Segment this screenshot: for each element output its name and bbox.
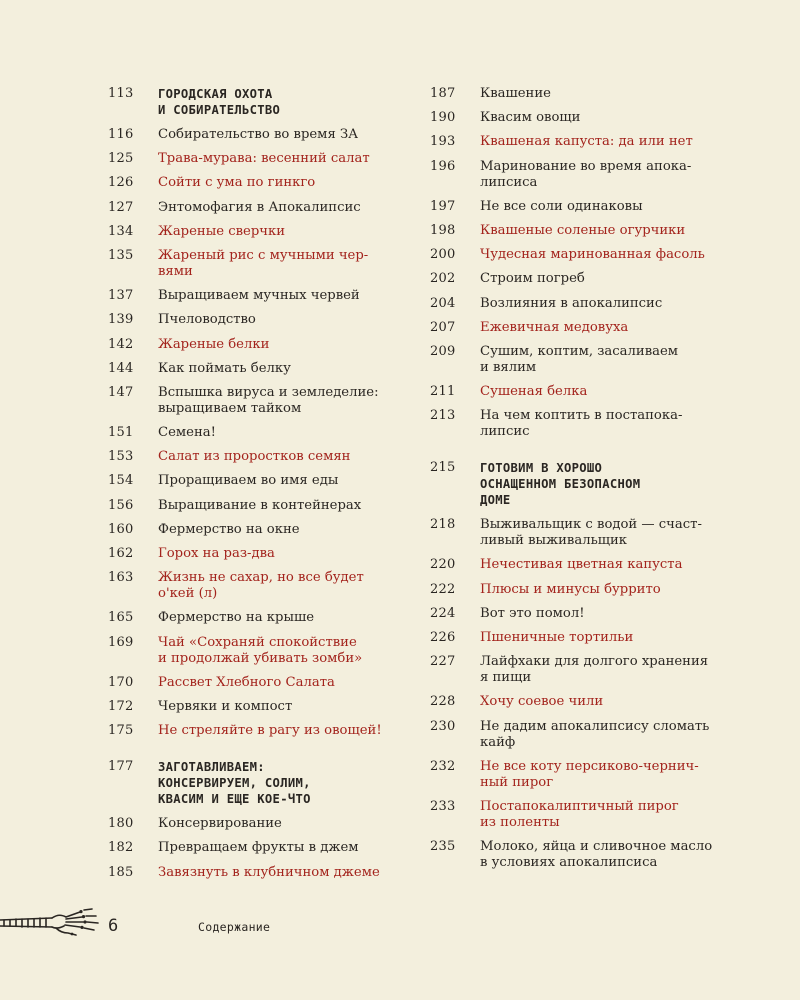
- toc-entry: [430, 344, 730, 376]
- toc-title: Плюсы и минусы буррито: [480, 581, 661, 597]
- toc-column-right: [430, 86, 730, 871]
- toc-entry: [108, 816, 398, 832]
- toc-page-number: 139: [108, 312, 134, 328]
- toc-page-number: 211: [430, 384, 456, 400]
- toc-page-number: 196: [430, 158, 456, 174]
- toc-entry: [108, 288, 398, 304]
- toc-page-number: 126: [108, 175, 134, 191]
- toc-entry: [430, 630, 730, 646]
- toc-page-number: 193: [430, 134, 456, 150]
- toc-entry: [430, 759, 730, 791]
- toc-entry: [430, 384, 730, 400]
- toc-title: ГОРОДСКАЯ ОХОТА И СОБИРАТЕЛЬСТВО: [158, 87, 281, 117]
- toc-page-number: 185: [108, 864, 134, 880]
- toc-title: Хочу соевое чили: [480, 694, 604, 710]
- toc-entry: [108, 175, 398, 191]
- toc-page-number: 232: [430, 758, 456, 774]
- toc-entry: [430, 134, 730, 150]
- toc-title: Завязнуть в клубничном джеме: [158, 864, 380, 880]
- toc-entry: [430, 654, 730, 686]
- toc-title: Энтомофагия в Апокалипсис: [158, 199, 361, 215]
- page-number: 6: [108, 916, 119, 936]
- toc-entry: [108, 522, 398, 538]
- toc-title: Чай «Сохраняй спокойствие и продолжай убивать зомби»: [158, 634, 363, 666]
- toc-entry: [108, 361, 398, 377]
- toc-entry: [430, 199, 730, 215]
- toc-entry: [430, 247, 730, 263]
- toc-title: Квашение: [480, 86, 551, 101]
- toc-title: Сушеная белка: [480, 384, 588, 400]
- toc-title: Вот это помол!: [480, 605, 585, 621]
- toc-entry: [430, 86, 730, 102]
- toc-entry: [430, 606, 730, 622]
- toc-entry: [430, 271, 730, 287]
- toc-title: Семена!: [158, 425, 216, 441]
- toc-entry: [108, 449, 398, 465]
- toc-page-number: 182: [108, 840, 134, 856]
- toc-page-number: 162: [108, 546, 134, 561]
- toc-entry: [430, 223, 730, 239]
- toc-page-number: 127: [108, 199, 134, 215]
- toc-title: Выращиваем мучных червей: [158, 288, 360, 304]
- toc-title: Жизнь не сахар, но все будет о'кей (л): [158, 570, 364, 602]
- toc-page-number: 163: [108, 570, 134, 586]
- toc-title: Жареный рис с мучными чер- вями: [158, 247, 369, 279]
- toc-entry: [108, 675, 398, 691]
- toc-title: Чудесная маринованная фасоль: [480, 247, 705, 263]
- toc-page-number: 142: [108, 336, 134, 352]
- toc-entry: [108, 699, 398, 715]
- toc-entry: [430, 320, 730, 336]
- toc-title: Жареные сверчки: [158, 223, 286, 239]
- toc-page-number: 134: [108, 223, 134, 239]
- toc-page-number: 197: [430, 198, 456, 214]
- toc-page-number: 215: [430, 460, 456, 476]
- toc-entry: [108, 312, 398, 328]
- toc-title: Нечестивая цветная капуста: [480, 557, 683, 573]
- toc-title: Рассвет Хлебного Салата: [158, 674, 335, 690]
- toc-title: Пшеничные тортильи: [480, 630, 634, 645]
- toc-title: ЗАГОТАВЛИВАЕМ: КОНСЕРВИРУЕМ, СОЛИМ, КВАСИМ И ЕЩЕ КОЕ-ЧТО: [158, 760, 311, 807]
- toc-entry: [430, 517, 730, 549]
- toc-entry: [108, 840, 398, 856]
- toc-title: Сушим, коптим, засаливаем и вялим: [480, 343, 679, 375]
- toc-entry: [108, 546, 398, 562]
- skeleton-hand-icon: [0, 908, 104, 938]
- toc-title: ГОТОВИМ В ХОРОШО ОСНАЩЕННОМ БЕЗОПАСНОМ ДОМЕ: [480, 461, 641, 508]
- toc-title: Вспышка вируса и земледелие: выращиваем тайком: [158, 384, 379, 416]
- toc-title: Червяки и компост: [158, 698, 293, 714]
- toc-page-number: 169: [108, 634, 134, 650]
- toc-title: Не стреляйте в рагу из овощей!: [158, 723, 382, 739]
- toc-entry: [108, 425, 398, 441]
- toc-title: Квашеная капуста: да или нет: [480, 134, 693, 150]
- toc-page-number: 116: [108, 127, 134, 142]
- toc-page-number: 165: [108, 610, 134, 626]
- toc-entry: [430, 557, 730, 573]
- toc-page-number: 125: [108, 151, 134, 167]
- toc-title: Трава-мурава: весенний салат: [158, 151, 370, 167]
- toc-entry: [108, 224, 398, 240]
- toc-page-number: 200: [430, 247, 456, 263]
- toc-page-number: 228: [430, 694, 456, 710]
- toc-entry: [108, 865, 398, 881]
- toc-entry: [430, 159, 730, 191]
- toc-entry: [430, 408, 730, 440]
- toc-page-number: 230: [430, 718, 456, 734]
- toc-entry: [430, 110, 730, 126]
- toc-title: Строим погреб: [480, 271, 585, 287]
- toc-page-number: 190: [430, 110, 456, 126]
- toc-page-number: 147: [108, 384, 134, 400]
- toc-page-number: 180: [108, 816, 134, 832]
- toc-entry: [108, 385, 398, 417]
- toc-page-number: 222: [430, 581, 456, 597]
- toc-title: Возлияния в апокалипсис: [480, 295, 663, 311]
- toc-title: Ежевичная медовуха: [480, 319, 629, 335]
- toc-title: Сойти с ума по гинкго: [158, 175, 316, 191]
- toc-title: Превращаем фрукты в джем: [158, 840, 359, 856]
- toc-page-number: 153: [108, 449, 134, 465]
- toc-entry: [108, 723, 398, 739]
- toc-page-number: 202: [430, 271, 456, 287]
- toc-page-number: 175: [108, 723, 134, 739]
- toc-title: Квашеные соленые огурчики: [480, 222, 686, 238]
- toc-title: Не все соли одинаковы: [480, 198, 643, 214]
- toc-title: Проращиваем во имя еды: [158, 473, 339, 489]
- toc-title: Молоко, яйца и сливочное масло в условиях апокалипсиса: [480, 839, 713, 871]
- toc-page-number: 135: [108, 247, 134, 263]
- running-title: Содержание: [198, 920, 271, 934]
- toc-entry: [108, 248, 398, 280]
- toc-title: Салат из проростков семян: [158, 449, 351, 465]
- toc-title: Жареные белки: [158, 336, 270, 352]
- toc-entry: [430, 719, 730, 751]
- toc-title: Постапокалиптичный пирог из поленты: [480, 798, 679, 830]
- toc-page-number: 218: [430, 517, 456, 533]
- toc-page-number: 154: [108, 473, 134, 489]
- toc-entry: [430, 799, 730, 831]
- toc-entry: [108, 570, 398, 602]
- toc-page-number: 213: [430, 408, 456, 424]
- toc-page-number: 198: [430, 222, 456, 238]
- toc-entry: [108, 473, 398, 489]
- toc-entry: [430, 839, 730, 871]
- toc-entry: [108, 610, 398, 626]
- toc-page-number: 233: [430, 798, 456, 814]
- toc-page-number: 172: [108, 698, 134, 714]
- toc-entry: [108, 498, 398, 514]
- toc-page-number: 151: [108, 425, 134, 441]
- toc-entry: [108, 635, 398, 667]
- toc-page-number: 227: [430, 654, 456, 670]
- toc-title: Выращивание в контейнерах: [158, 497, 362, 513]
- toc-page-number: 187: [430, 86, 456, 101]
- toc-page-number: 224: [430, 605, 456, 621]
- toc-entry: [108, 151, 398, 167]
- toc-title: На чем коптить в постапока- липсис: [480, 408, 683, 440]
- toc-entry: [108, 86, 398, 118]
- toc-page-number: 160: [108, 521, 134, 537]
- toc-page-number: 137: [108, 288, 134, 304]
- toc-page-number: 156: [108, 497, 134, 513]
- toc-title: Пчеловодство: [158, 312, 256, 328]
- toc-page-number: 204: [430, 295, 456, 311]
- toc-title: Фермерство на окне: [158, 521, 300, 537]
- toc-title: Фермерство на крыше: [158, 610, 315, 626]
- toc-title: Как поймать белку: [158, 360, 291, 376]
- toc-entry: [430, 694, 730, 710]
- toc-entry: [108, 127, 398, 143]
- toc-page-number: 207: [430, 319, 456, 335]
- toc-entry: [108, 337, 398, 353]
- toc-page-number: 113: [108, 86, 134, 101]
- toc-title: Выживальщик с водой — счаст- ливый выживальщик: [480, 517, 702, 549]
- toc-page-number: 235: [430, 839, 456, 855]
- toc-page-number: 226: [430, 630, 456, 645]
- toc-title: Собирательство во время ЗА: [158, 127, 359, 142]
- toc-entry: [108, 759, 398, 807]
- toc-title: Лайфхаки для долгого хранения я пищи: [480, 654, 709, 686]
- toc-page-number: 209: [430, 343, 456, 359]
- toc-entry: [108, 200, 398, 216]
- toc-title: Не дадим апокалипсису сломать кайф: [480, 718, 710, 750]
- toc-title: Квасим овощи: [480, 110, 581, 126]
- toc-title: Не все коту персиково-чернич- ный пирог: [480, 758, 699, 790]
- toc-column-left: [108, 86, 398, 881]
- toc-title: Маринование во время апока- липсиса: [480, 158, 692, 190]
- toc-title: Консервирование: [158, 816, 282, 832]
- toc-page-number: 170: [108, 674, 134, 690]
- toc-entry: [430, 582, 730, 598]
- toc-page-number: 144: [108, 360, 134, 376]
- toc-page-number: 220: [430, 557, 456, 573]
- toc-title: Горох на раз-два: [158, 546, 275, 561]
- toc-page-number: 177: [108, 759, 134, 775]
- toc-entry: [430, 460, 730, 508]
- toc-entry: [430, 296, 730, 312]
